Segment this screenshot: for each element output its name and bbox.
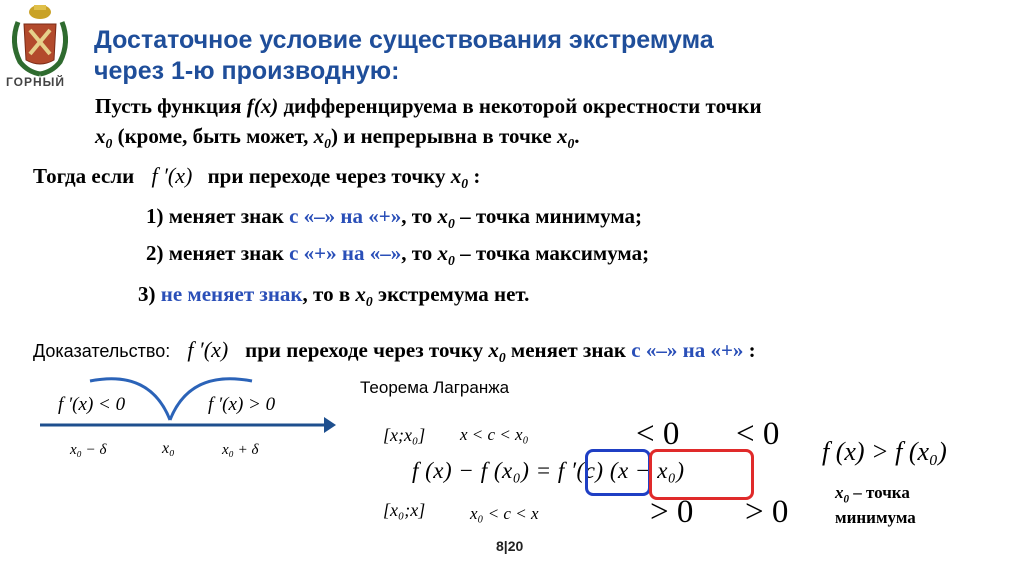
x0-symbol: x: [437, 241, 449, 265]
x0-sub: 0: [365, 294, 373, 310]
x0-sub: 0: [105, 136, 113, 152]
x0-sub: 0: [448, 253, 455, 269]
colon: :: [468, 164, 481, 188]
conclusion-line2: минимума: [835, 508, 916, 527]
case-sign-change: с «+» на «–»: [289, 241, 402, 265]
proof-sign-change: с «–» на «+»: [631, 338, 744, 362]
x0-sub: 0: [567, 136, 575, 152]
case-3: [138, 282, 529, 310]
fprime-expr: f ′(x): [187, 337, 229, 362]
conclusion-line1: [835, 483, 910, 505]
intro-line2: [95, 124, 580, 152]
condition-line: [33, 163, 480, 192]
lagrange-theorem-label: Теорема Лагранжа: [360, 378, 510, 397]
x0-symbol: x: [556, 124, 568, 148]
case-text: 3): [138, 282, 161, 306]
period: .: [574, 124, 580, 148]
interval-2: [x₀;x]: [383, 500, 426, 520]
tick-label-mid: x₀: [162, 440, 175, 457]
less-than-zero-a: < 0: [636, 416, 680, 452]
page-title-line1: Достаточное условие существования экстремума: [94, 26, 714, 54]
intro-fn: f(x): [246, 94, 279, 118]
case-sign-change: не меняет знак: [160, 282, 303, 306]
case-1: [146, 204, 642, 232]
interval-1: [x;x₀]: [383, 425, 426, 445]
x0-sub: 0: [843, 493, 850, 506]
case-tail: , то в: [302, 282, 356, 306]
case-sign-change: с «–» на «+»: [289, 204, 402, 228]
intro-text-b: дифференцируема в некоторой окрестности точки: [278, 94, 762, 118]
case-tail: , то: [401, 204, 438, 228]
proof-line: [33, 337, 756, 366]
less-than-zero-b: < 0: [736, 416, 780, 452]
x0-symbol: x: [95, 124, 106, 148]
conclusion-text: – точка: [849, 483, 910, 502]
intro-text: Пусть функция: [95, 94, 247, 118]
x0-symbol: x: [450, 164, 462, 188]
proof-label: Доказательство:: [33, 341, 171, 361]
fprime-expr: f ′(x): [151, 163, 193, 188]
case-text: 1) меняет знак: [146, 204, 290, 228]
x0-sub: 0: [448, 216, 455, 232]
case-result: – точка максимума;: [454, 241, 650, 265]
x0-symbol: x: [313, 124, 325, 148]
greater-than-zero-a: > 0: [650, 494, 694, 530]
tick-label-right: x₀ + δ: [222, 442, 259, 458]
case-tail: , то: [401, 241, 438, 265]
page-number: 8|20: [496, 538, 524, 554]
colon: :: [743, 338, 756, 362]
x0-symbol: x: [488, 338, 499, 362]
proof-text-b: меняет знак: [505, 338, 632, 362]
logo-caption: ГОРНЫЙ: [6, 75, 66, 89]
x0-symbol: x: [355, 282, 366, 306]
greater-than-zero-b: > 0: [745, 494, 789, 530]
condition-lead: Тогда если: [33, 164, 135, 188]
case-result: экстремума нет.: [372, 282, 530, 306]
page-title-line2: через 1-ю производную:: [94, 57, 400, 85]
intro-text-c: (кроме, быть может,: [112, 124, 314, 148]
case-result: – точка минимума;: [454, 204, 643, 228]
x-minus-x0-box: [649, 449, 754, 500]
tick-label-left: x₀ − δ: [70, 442, 107, 458]
x0-sub: 0: [461, 176, 469, 192]
condition-2: x₀ < c < x: [470, 504, 539, 523]
right-inequality: f ′(x) > 0: [208, 394, 276, 415]
case-text: 2) меняет знак: [146, 241, 290, 265]
condition-1: x < c < x₀: [460, 425, 529, 444]
x0-sub: 0: [498, 350, 506, 366]
result-inequality: f (x) > f (x₀): [822, 437, 947, 466]
axis-arrow-icon: [324, 417, 336, 433]
logo: [4, 2, 76, 94]
left-inequality: f ′(x) < 0: [58, 394, 126, 415]
x0-symbol: x: [437, 204, 449, 228]
intro-text-d: ) и непрерывна в точке: [330, 124, 557, 148]
lagrange-formula: f (x) − f (x₀) = f ′(c) (x − x₀): [412, 458, 685, 483]
case-2: [146, 241, 649, 269]
logo-emblem: [4, 2, 76, 80]
condition-rest: при переходе через точку: [207, 164, 451, 188]
x0-sub: 0: [324, 136, 331, 152]
proof-text: при переходе через точку: [245, 338, 489, 362]
x0-symbol: x: [835, 483, 844, 502]
intro-line1: [95, 94, 762, 119]
fprime-c-box: [585, 449, 651, 496]
